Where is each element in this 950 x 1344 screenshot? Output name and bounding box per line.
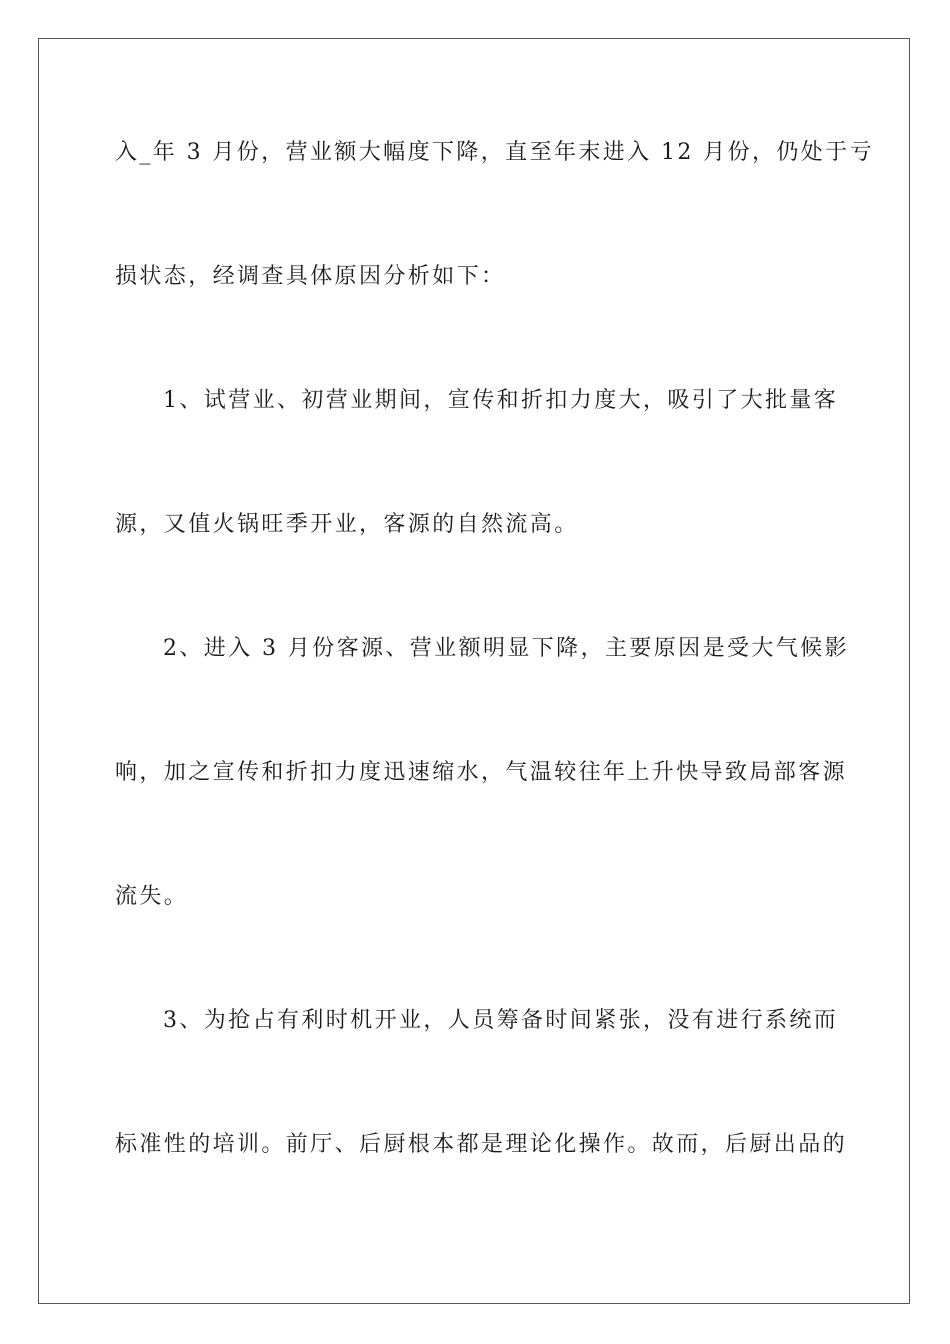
text-line-6: 响，加之宣传和折扣力度迅速缩水，气温较往年上升快导致局部客源 <box>115 760 848 785</box>
text-line-2: 损状态，经调查具体原因分析如下： <box>115 264 506 289</box>
text-line-1: 入_年 3 月份，营业额大幅度下降，直至年末进入 12 月份，仍处于亏 <box>115 140 874 165</box>
text-line-5: 2、进入 3 月份客源、营业额明显下降，主要原因是受大气候影 <box>163 636 849 661</box>
text-line-4: 源，又值火锅旺季开业，客源的自然流高。 <box>115 512 579 537</box>
text-line-8: 3、为抢占有利时机开业，人员筹备时间紧张，没有进行系统而 <box>163 1008 839 1033</box>
text-line-7: 流失。 <box>115 884 189 909</box>
text-line-3: 1、试营业、初营业期间，宣传和折扣力度大，吸引了大批量客 <box>163 388 839 413</box>
text-line-9: 标准性的培训。前厅、后厨根本都是理论化操作。故而，后厨出品的 <box>115 1132 848 1157</box>
page-border <box>38 38 910 1304</box>
